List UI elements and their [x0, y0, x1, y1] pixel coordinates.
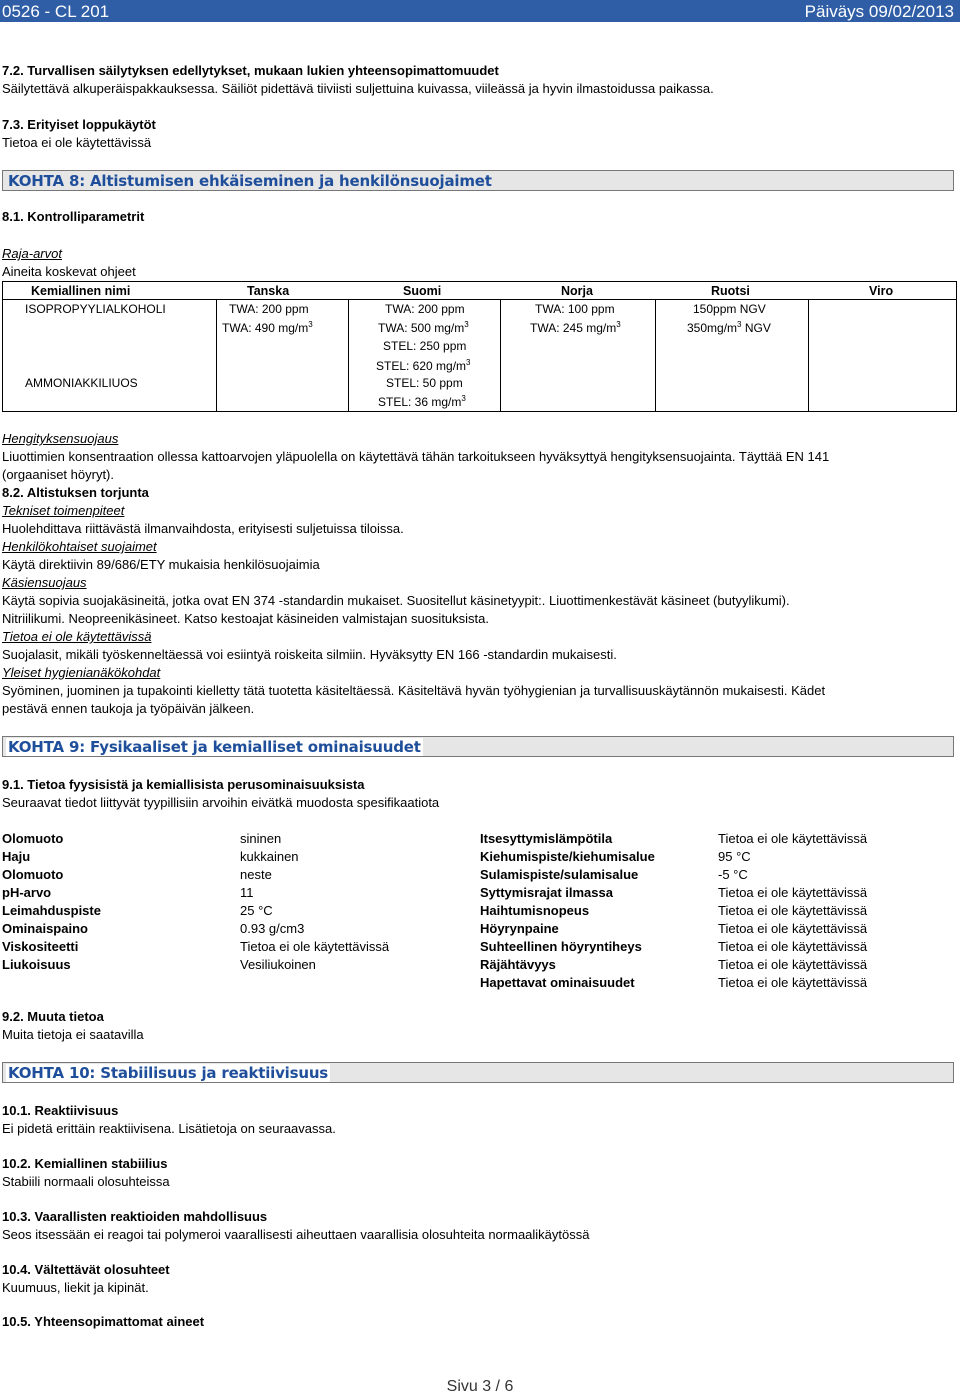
- table-cell: TWA: 500 $mg/m^3$: [378, 320, 469, 335]
- property-value: Tietoa ei ole käytettävissä: [718, 885, 868, 900]
- eye-protection-text: Suojalasit, mikäli työskenneltäessä voi esiintyä roiskeita silmiin. Hyväksytty EN 166 -standardin mukaisesti.: [2, 647, 617, 662]
- respiratory-protection-text: (orgaaniset höyryt).: [2, 467, 114, 482]
- property-value: Tietoa ei ole käytettävissä: [718, 939, 868, 954]
- document-date: Päiväys 09/02/2013: [804, 2, 954, 21]
- property-label: Räjähtävyys: [480, 957, 556, 972]
- section-10-4-title: 10.4. Vältettävät olosuhteet: [2, 1262, 170, 1277]
- property-value: Tietoa ei ole käytettävissä: [718, 903, 868, 918]
- table-cell: TWA: 100 ppm: [535, 302, 615, 316]
- exposure-limits-table: [2, 281, 957, 412]
- property-label: Itsesyttymislämpötila: [480, 831, 613, 846]
- property-label: Kiehumispiste/kiehumisalue: [480, 849, 655, 864]
- property-value: neste: [240, 867, 272, 882]
- section-10-3-text: Seos itsessään ei reagoi tai polymeroi vaarallisesti aiheuttaen vaarallisia olosuhteita normaalikäytössä: [2, 1227, 590, 1242]
- section-10-2-title: 10.2. Kemiallinen stabiilius: [2, 1156, 168, 1171]
- respiratory-protection-text: Liuottimien konsentraation ollessa kattoarvojen yläpuolella on käytettävä tähän tarkoitukseen hyväksyttyä hengityksensuojainta. Täyttää EN 141: [2, 449, 830, 464]
- section-10-3-title: 10.3. Vaarallisten reaktioiden mahdollisuus: [2, 1209, 268, 1224]
- property-value: kukkainen: [240, 849, 299, 864]
- property-value: 25 °C: [240, 903, 273, 918]
- property-label: Suhteellinen höyryntiheys: [480, 939, 642, 954]
- property-label: Olomuoto: [2, 831, 64, 846]
- table-header: Ruotsi: [711, 284, 750, 298]
- section-9-1-text: Seuraavat tiedot liittyvät tyypillisiin arvoihin eivätkä muodosta spesifikaatiota: [2, 795, 440, 810]
- technical-measures-heading: Tekniset toimenpiteet: [2, 503, 125, 518]
- hand-protection-text: Käytä sopivia suojakäsineitä, jotka ovat EN 374 -standardin mukaiset. Suositellut käsinetyypit:. Liuottimenkestävät käsineet (butyylikumi).: [2, 593, 790, 608]
- property-label: Liukoisuus: [2, 957, 71, 972]
- property-value: Vesiliukoinen: [240, 957, 316, 972]
- table-cell: STEL: 620 $mg/m^3$: [376, 358, 471, 373]
- property-value: Tietoa ei ole käytettävissä: [718, 957, 868, 972]
- table-header: Viro: [869, 284, 894, 298]
- document-id: 0526 - CL 201: [2, 2, 110, 21]
- section-7-2-title: 7.2. Turvallisen säilytyksen edellytykset, mukaan lukien yhteensopimattomuudet: [2, 63, 499, 78]
- section-9-title: KOHTA 9: Fysikaaliset ja kemialliset ominaisuudet: [8, 738, 421, 756]
- property-label: Leimahduspiste: [2, 903, 101, 918]
- section-8-2-title: 8.2. Altistuksen torjunta: [2, 485, 149, 500]
- section-9-2-text: Muita tietoja ei saatavilla: [2, 1027, 144, 1042]
- table-cell: STEL: 250 ppm: [383, 339, 467, 353]
- property-label: Hapettavat ominaisuudet: [480, 975, 635, 990]
- table-header: Suomi: [403, 284, 442, 298]
- property-label: pH-arvo: [2, 885, 52, 900]
- property-label: Olomuoto: [2, 867, 64, 882]
- property-value: Tietoa ei ole käytettävissä: [718, 831, 868, 846]
- section-10-1-text: Ei pidetä erittäin reaktiivisena. Lisätietoja on seuraavassa.: [2, 1121, 336, 1136]
- property-label: Haju: [2, 849, 31, 864]
- section-10-5-title: 10.5. Yhteensopimattomat aineet: [2, 1314, 205, 1329]
- property-label: Sulamispiste/sulamisalue: [480, 867, 639, 882]
- section-8-1-title: 8.1. Kontrolliparametrit: [2, 209, 145, 224]
- hand-protection-text: Nitriilikumi. Neopreenikäsineet. Katso kestoajat käsineiden valmistajan suosituksista.: [2, 611, 490, 626]
- section-8-title: KOHTA 8: Altistumisen ehkäiseminen ja henkilönsuojaimet: [8, 172, 492, 190]
- section-7-3-title: 7.3. Erityiset loppukäytöt: [2, 117, 156, 132]
- section-7-3-text: Tietoa ei ole käytettävissä: [2, 135, 152, 150]
- table-header: Kemiallinen nimi: [31, 284, 131, 298]
- table-cell: ISOPROPYYLIALKOHOLI: [25, 302, 166, 316]
- section-10-4-text: Kuumuus, liekit ja kipinät.: [2, 1280, 149, 1295]
- table-cell: STEL: 50 ppm: [386, 376, 463, 390]
- property-value: 11: [240, 885, 254, 900]
- ppe-heading: Henkilökohtaiset suojaimet: [2, 539, 157, 554]
- document-header: [0, 0, 960, 22]
- table-cell: AMMONIAKKILIUOS: [25, 376, 138, 390]
- ppe-text: Käytä direktiivin 89/686/ETY mukaisia henkilösuojaimia: [2, 557, 320, 572]
- respiratory-protection-heading: Hengityksensuojaus: [2, 431, 119, 446]
- table-cell: TWA: 200 ppm: [229, 302, 309, 316]
- section-10-2-text: Stabiili normaali olosuhteissa: [2, 1174, 170, 1189]
- hand-protection-heading: Käsiensuojaus: [2, 575, 87, 590]
- table-cell: TWA: 245 $mg/m^3$: [530, 320, 621, 335]
- technical-measures-text: Huolehdittava riittävästä ilmanvaihdosta, erityisesti suljetuissa tiloissa.: [2, 521, 404, 536]
- property-label: Syttymisrajat ilmassa: [480, 885, 613, 900]
- page-number: Sivu 3 / 6: [446, 1378, 514, 1395]
- property-value: Tietoa ei ole käytettävissä: [718, 975, 868, 990]
- property-label: Viskositeetti: [2, 939, 79, 954]
- hygiene-text: Syöminen, juominen ja tupakointi kielletty tätä tuotetta käsiteltäessä. Käsiteltävä hyvän työhygienian ja turvallisuuskäytännön mukaisesti. Kädet: [2, 683, 826, 698]
- section-8-bar: [2, 170, 954, 191]
- table-cell: TWA: 490 $mg/m^3$: [222, 320, 313, 335]
- table-cell: 150ppm NGV: [693, 302, 766, 316]
- section-9-2-title: 9.2. Muuta tietoa: [2, 1009, 104, 1024]
- limits-heading: Raja-arvot: [2, 246, 62, 261]
- property-value: 95 °C: [718, 849, 751, 864]
- table-header: Norja: [561, 284, 593, 298]
- section-10-1-title: 10.1. Reaktiivisuus: [2, 1103, 119, 1118]
- property-value: Tietoa ei ole käytettävissä: [718, 921, 868, 936]
- property-label: Ominaispaino: [2, 921, 88, 936]
- table-cell: STEL: 36 $mg/m^3$: [378, 394, 466, 409]
- section-10-title: KOHTA 10: Stabiilisuus ja reaktiivisuus: [8, 1064, 329, 1082]
- substance-guidance-label: Aineita koskevat ohjeet: [2, 264, 136, 279]
- property-value: -5 °C: [718, 867, 748, 882]
- hygiene-text: pestävä ennen taukoja ja työpäivän jälkeen.: [2, 701, 255, 716]
- hygiene-heading: Yleiset hygienianäkökohdat: [2, 665, 161, 680]
- property-label: Höyrynpaine: [480, 921, 559, 936]
- section-9-bar: [2, 736, 954, 757]
- property-label: Haihtumisnopeus: [480, 903, 590, 918]
- table-cell: $350mg/m^3$ NGV: [687, 320, 771, 335]
- eye-protection-heading: Tietoa ei ole käytettävissä: [2, 629, 152, 644]
- table-cell: TWA: 200 ppm: [385, 302, 465, 316]
- section-9-1-title: 9.1. Tietoa fyysisistä ja kemiallisista perusominaisuuksista: [2, 777, 365, 792]
- section-7-2-text: Säilytettävä alkuperäispakkauksessa. Säiliöt pidettävä tiiviisti suljettuina kuivassa, viileässä ja hyvin ilmastoidussa paikassa.: [2, 81, 714, 96]
- property-value: sininen: [240, 831, 282, 846]
- section-10-bar: [2, 1062, 954, 1083]
- property-value: 0.93 g/cm3: [240, 921, 305, 936]
- property-value: Tietoa ei ole käytettävissä: [240, 939, 390, 954]
- table-header: Tanska: [247, 284, 290, 298]
